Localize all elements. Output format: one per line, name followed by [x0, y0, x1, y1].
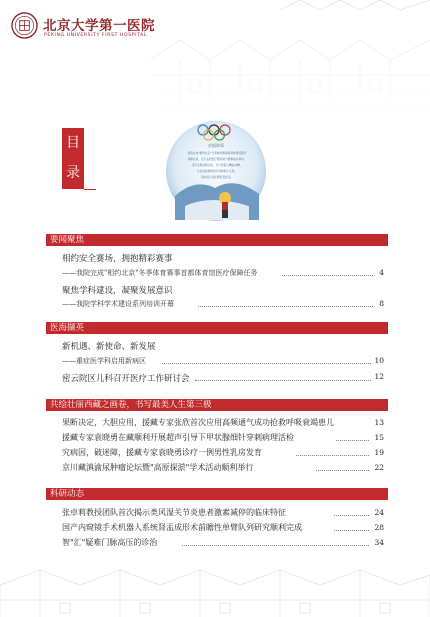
toc-entry[interactable]: 京川藏滇渝尿肿瘤论坛暨"高原探淤"学术活动顺利举行 [62, 463, 254, 472]
toc-title [66, 128, 80, 188]
section-bar-research [46, 488, 388, 500]
badge-text-line-4: 以优质高效的医疗保障助力冬奥， [196, 169, 238, 173]
toc-leader-dots [162, 363, 371, 364]
toc-page-number: 28 [374, 523, 384, 532]
toc-leader-dots [182, 545, 369, 546]
toc-leader-dots [296, 455, 369, 456]
toc-page-number: 34 [374, 538, 384, 547]
toc-leader-dots [334, 530, 369, 531]
section-label-tibet: 共绘壮丽西藏之画卷，书写最美人生第三极 [50, 400, 212, 410]
section-bar-medical [46, 322, 388, 334]
section-label-news: 要闻聚焦 [50, 235, 85, 245]
hospital-seal-logo [11, 12, 38, 39]
toc-page-number: 4 [379, 268, 384, 277]
section-bar-news [46, 234, 388, 246]
toc-leader-dots [316, 470, 369, 471]
toc-leader-dots [334, 515, 369, 516]
badge-text-line-3: 北京冬奥会倒计时，北大医院人精益求精， [191, 163, 243, 167]
hospital-name-cn: 北京大学第一医院 [43, 18, 155, 34]
toc-entry[interactable]: 新机遇、新使命、新发展 [62, 342, 156, 352]
toc-title-rule [84, 189, 96, 190]
toc-title-char-2: 录 [66, 165, 80, 181]
toc-leader-dots [282, 275, 373, 276]
toc-entry[interactable]: 援藏专家袁晓勇在藏顺利开展超声引导下甲状腺细针穿刺病理活检 [62, 433, 294, 442]
footer-building-decoration [0, 555, 430, 617]
toc-leader-dots [195, 380, 371, 381]
toc-page-number: 13 [374, 418, 384, 427]
toc-page-number: 22 [374, 463, 384, 472]
toc-page-number: 19 [374, 448, 384, 457]
toc-entry[interactable]: 果断决定，大胆应用，援藏专家张欣首次应用高频通气成功抢救呼吸衰竭患儿 [62, 418, 334, 427]
badge-title: 封面故事 [208, 143, 224, 148]
toc-page-number: 10 [374, 356, 384, 365]
toc-title-char-1: 目 [66, 135, 80, 151]
badge-text-line-1: 我院完成"相约北京"冬季体育赛事首都体育馆医疗 [187, 151, 247, 155]
toc-entry[interactable]: 智"汇"疑难门脉高压的诊治 [62, 538, 158, 547]
toc-entry[interactable]: 密云院区儿科召开医疗工作研讨会 [62, 374, 190, 384]
toc-entry[interactable]: 究病因，破迷障，援藏专家袁晓勇诊疗一例男性乳房发育 [62, 448, 262, 457]
toc-page-number: 24 [374, 508, 384, 517]
badge-text-line-5: 用实际行动诠释医者担当。 [200, 175, 234, 179]
toc-entry[interactable]: 张卓莉教授团队首次揭示类风湿关节炎患者激素减停的临床特征 [62, 508, 286, 517]
section-label-medical: 医海撷英 [50, 323, 85, 333]
badge-text-line-2: 保障任务，以专业的医疗服务助力赛事成功举办。 [187, 157, 247, 161]
toc-page-number: 8 [379, 299, 384, 308]
toc-entry[interactable]: 相约安全赛场，拥抱精彩赛事 [62, 254, 173, 264]
toc-entry[interactable]: 聚焦学科建设，凝聚发展意识 [62, 286, 173, 296]
toc-entry-subtitle[interactable]: ——重症医学科启用新病区 [62, 357, 146, 365]
toc-page-number: 15 [374, 433, 384, 442]
hospital-name-en: PEKING UNIVERSITY FIRST HOSPITAL [44, 33, 148, 38]
toc-entry[interactable]: 国产内窥镜手术机器人系统肾盂成形术前瞻性单臂队列研究顺利完成 [62, 523, 302, 532]
section-label-research: 科研动态 [50, 489, 85, 499]
toc-entry-subtitle[interactable]: ——我院完成"相约北京"冬季体育赛事首都体育馆医疗保障任务 [62, 269, 258, 277]
toc-leader-dots [198, 306, 373, 307]
toc-leader-dots [336, 440, 369, 441]
toc-page-number: 12 [374, 372, 384, 381]
toc-entry-subtitle[interactable]: ——我院学科学术建设系列培训开幕 [62, 300, 174, 308]
